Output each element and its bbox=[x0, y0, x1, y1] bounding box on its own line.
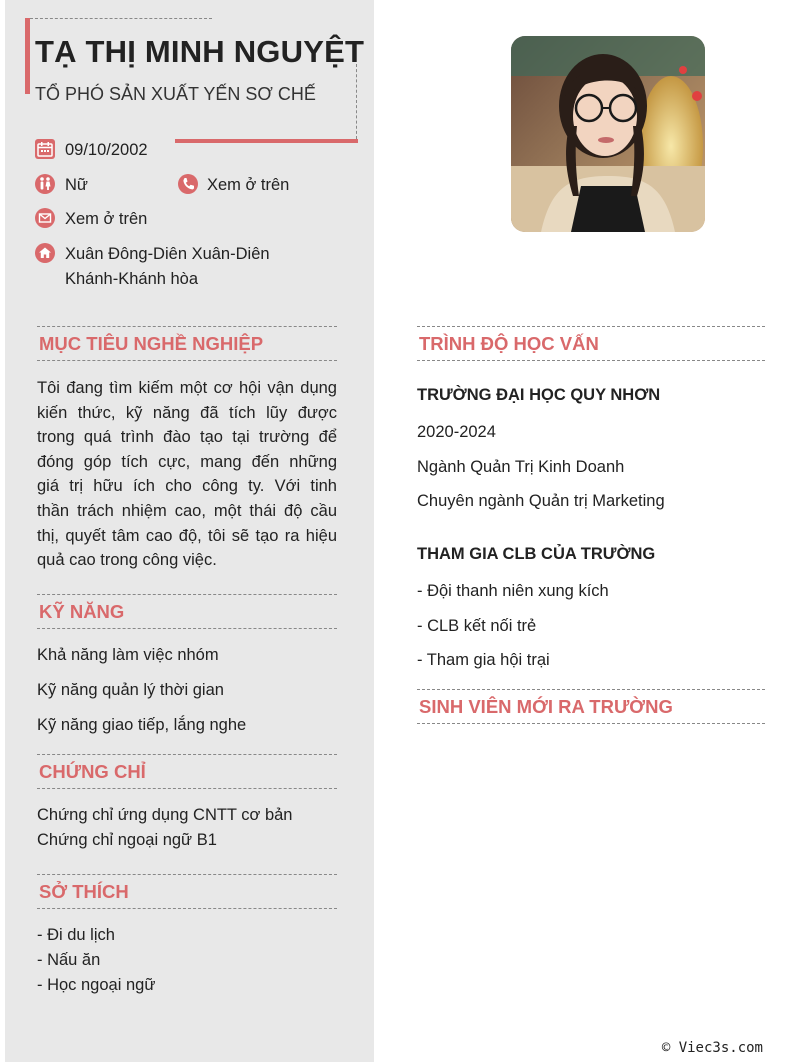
education-heading bbox=[417, 326, 765, 361]
club-item: - Tham gia hội trại bbox=[417, 651, 550, 669]
hobbies-title: SỞ THÍCH bbox=[39, 881, 129, 902]
objective-line: thị, quyết tâm cao độ, tôi sẽ tạo ra hiệu bbox=[37, 526, 337, 545]
objective-heading bbox=[37, 326, 337, 361]
address-line-1: Xuân Đông-Diên Xuân-Diên bbox=[65, 245, 270, 263]
school-name: TRƯỜNG ĐẠI HỌC QUY NHƠN bbox=[417, 386, 661, 404]
address-line-2: Khánh-Khánh hòa bbox=[65, 270, 199, 288]
experience-heading bbox=[417, 689, 765, 724]
objective-line: đóng góp tích cực, mang đến những bbox=[37, 452, 337, 471]
calendar-icon bbox=[35, 139, 55, 159]
phone: Xem ở trên bbox=[207, 176, 290, 194]
skills-title: KỸ NĂNG bbox=[39, 601, 125, 622]
header-accent-underline bbox=[175, 139, 358, 143]
birthday: 09/10/2002 bbox=[65, 141, 148, 159]
study-years: 2020-2024 bbox=[417, 423, 496, 441]
hobbies-heading bbox=[37, 874, 337, 909]
gender-icon bbox=[35, 174, 55, 194]
club-item: - CLB kết nối trẻ bbox=[417, 617, 537, 635]
candidate-position: TỔ PHÓ SẢN XUẤT YẾN SƠ CHẾ bbox=[35, 84, 316, 104]
header-accent-bar bbox=[25, 18, 30, 94]
certificate-item: Chứng chỉ ngoại ngữ B1 bbox=[37, 831, 217, 849]
candidate-name: TẠ THỊ MINH NGUYỆT bbox=[35, 34, 365, 69]
specialization: Chuyên ngành Quản trị Marketing bbox=[417, 492, 665, 510]
club-item: - Đội thanh niên xung kích bbox=[417, 582, 609, 600]
skills-heading bbox=[37, 594, 337, 629]
home-icon bbox=[35, 243, 55, 263]
objective-text bbox=[37, 376, 337, 573]
objective-line: kiến thức, kỹ năng đã tích lũy được bbox=[37, 403, 337, 422]
email: Xem ở trên bbox=[65, 210, 148, 228]
gender: Nữ bbox=[65, 176, 88, 194]
hobby-item: - Nấu ăn bbox=[37, 951, 101, 969]
phone-icon bbox=[178, 174, 198, 194]
profile-photo bbox=[511, 36, 705, 232]
major: Ngành Quản Trị Kinh Doanh bbox=[417, 458, 625, 476]
certificates-title: CHỨNG CHỈ bbox=[39, 761, 146, 782]
objective-line: trong quá trình đào tạo tại trường để bbox=[37, 428, 337, 447]
skill-item: Kỹ năng giao tiếp, lắng nghe bbox=[37, 716, 247, 734]
header-dashed-line bbox=[30, 18, 212, 19]
objective-line: thần trách nhiệm cao, một thái độ cầu bbox=[37, 501, 337, 520]
clubs-title: THAM GIA CLB CỦA TRƯỜNG bbox=[417, 545, 656, 563]
skill-item: Kỹ năng quản lý thời gian bbox=[37, 681, 224, 699]
objective-line: quả cao trong công việc. bbox=[37, 551, 217, 570]
hobby-item: - Đi du lịch bbox=[37, 926, 115, 944]
objective-line: Tôi đang tìm kiếm một cơ hội vận dụng bbox=[37, 379, 337, 397]
header-dashed-border bbox=[356, 64, 357, 139]
objective-title: MỤC TIÊU NGHỀ NGHIỆP bbox=[39, 333, 264, 354]
footer-credit[interactable]: © Viec3s.com bbox=[661, 1040, 763, 1056]
certificates-heading bbox=[37, 754, 337, 789]
experience-title: SINH VIÊN MỚI RA TRƯỜNG bbox=[419, 696, 673, 717]
certificate-item: Chứng chỉ ứng dụng CNTT cơ bản bbox=[37, 806, 293, 824]
objective-line: giá trị hữu ích cho công ty. Với tinh bbox=[37, 477, 337, 496]
skill-item: Khả năng làm việc nhóm bbox=[37, 646, 219, 664]
hobby-item: - Học ngoại ngữ bbox=[37, 976, 156, 994]
email-icon bbox=[35, 208, 55, 228]
education-title: TRÌNH ĐỘ HỌC VẤN bbox=[419, 333, 599, 354]
